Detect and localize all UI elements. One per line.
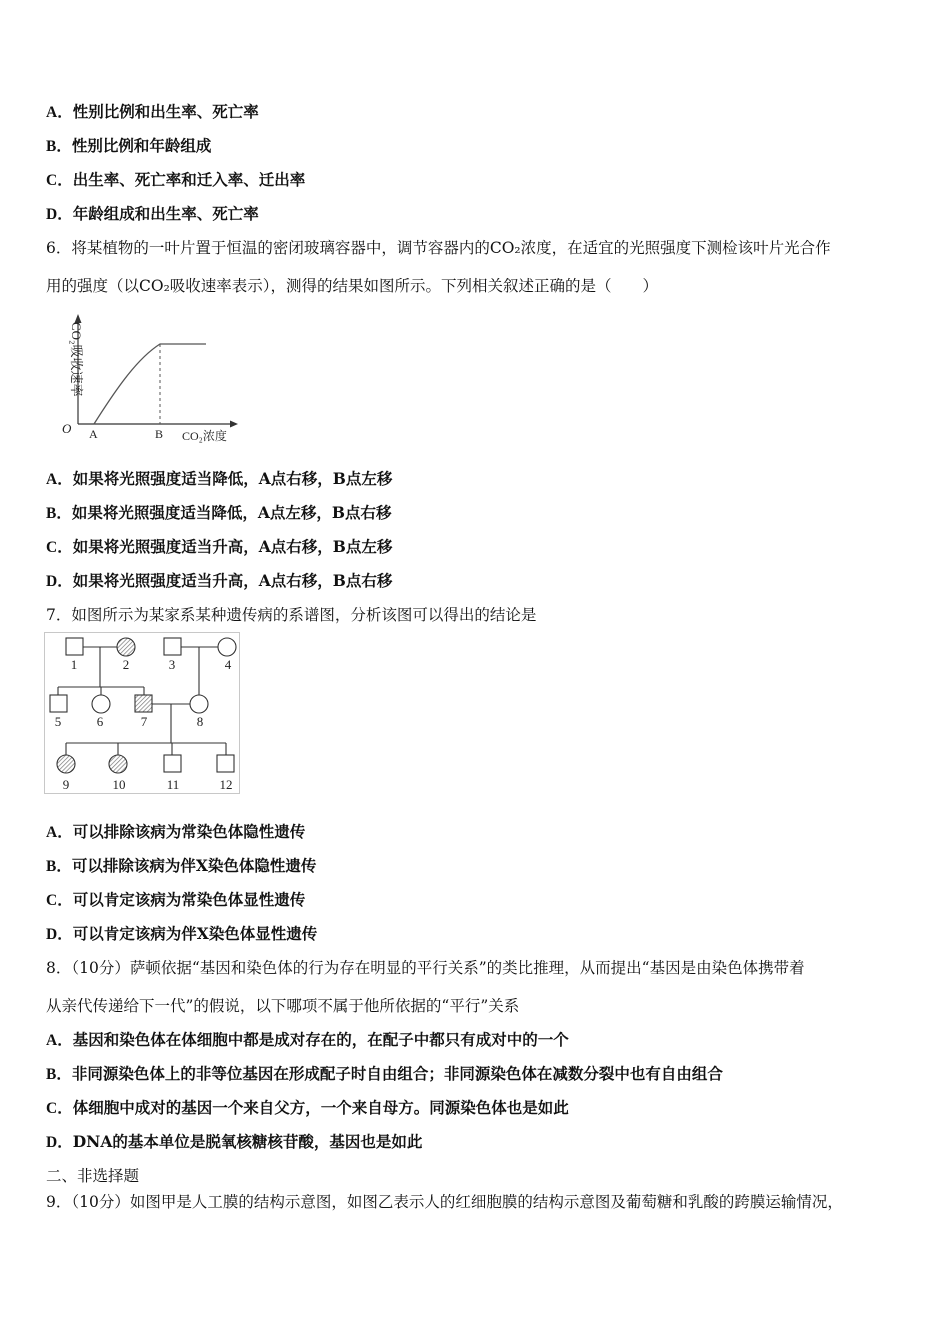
individual-4-female: [218, 638, 236, 656]
point-a-label: A: [89, 427, 98, 441]
q7-option-d: D．可以肯定该病为伴X染色体显性遗传: [46, 924, 318, 943]
q8-option-b: B．非同源染色体上的非等位基因在形成配子时自由组合；非同源染色体在减数分裂中也有自由组合: [46, 1064, 723, 1083]
label-2: 2: [122, 657, 130, 672]
q8-stem-line1: 8．（10分）萨顿依据“基因和染色体的行为存在明显的平行关系”的类比推理，从而提出“基因是由染色体携带着: [46, 959, 805, 977]
q7-option-b: B．可以排除该病为伴X染色体隐性遗传: [46, 856, 317, 875]
individual-1-male: [66, 638, 83, 655]
y-axis-label: CO₂吸收速率: [69, 322, 84, 397]
q5-option-b: B．性别比例和年龄组成: [46, 136, 212, 155]
individual-5-male: [50, 695, 67, 712]
x-axis-arrow: [230, 421, 238, 428]
section-heading: 二、非选择题: [46, 1167, 140, 1185]
individual-10-affected-female: [109, 755, 127, 773]
label-7: 7: [140, 714, 148, 729]
q5-option-a: A．性别比例和出生率、死亡率: [46, 102, 259, 121]
individual-9-affected-female: [57, 755, 75, 773]
q6-option-b: B．如果将光照强度适当降低，A点左移，B点右移: [46, 503, 392, 522]
individual-11-male: [164, 755, 181, 772]
label-1: 1: [70, 657, 78, 672]
q5-option-d: D．年龄组成和出生率、死亡率: [46, 204, 259, 223]
co2-absorption-graph: [46, 306, 246, 452]
label-8: 8: [196, 714, 204, 729]
label-11: 11: [166, 777, 180, 792]
individual-3-male: [164, 638, 181, 655]
q8-option-c: C．体细胞中成对的基因一个来自父方，一个来自母方。同源染色体也是如此: [46, 1098, 569, 1117]
q6-stem-line1: 6．将某植物的一叶片置于恒温的密闭玻璃容器中，调节容器内的CO₂浓度，在适宜的光照强度下测检该叶片光合作: [46, 239, 831, 257]
individual-12-male: [217, 755, 234, 772]
q8-option-a: A．基因和染色体在体细胞中都是成对存在的，在配子中都只有成对中的一个: [46, 1030, 569, 1049]
label-10: 10: [112, 777, 126, 792]
origin-label: O: [62, 421, 72, 436]
q5-option-c: C．出生率、死亡率和迁入率、迁出率: [46, 170, 306, 189]
point-b-label: B: [155, 427, 164, 441]
q8-stem-line2: 从亲代传递给下一代”的假说，以下哪项不属于他所依据的“平行”关系: [46, 997, 520, 1015]
label-5: 5: [54, 714, 62, 729]
x-axis-label: CO₂浓度: [182, 429, 227, 443]
absorption-curve: [94, 344, 206, 424]
individual-2-affected-female: [117, 638, 135, 656]
q6-stem-line2: 用的强度（以CO₂吸收速率表示），测得的结果如图所示。下列相关叙述正确的是（ ）: [46, 277, 659, 295]
label-6: 6: [96, 714, 104, 729]
label-4: 4: [224, 657, 232, 672]
q8-option-d: D．DNA的基本单位是脱氧核糖核苷酸，基因也是如此: [46, 1132, 423, 1151]
pedigree-chart: [44, 632, 240, 794]
q6-option-a: A．如果将光照强度适当降低，A点右移，B点左移: [46, 469, 393, 488]
q7-option-c: C．可以肯定该病为常染色体显性遗传: [46, 890, 306, 909]
label-12: 12: [219, 777, 233, 792]
q6-option-d: D．如果将光照强度适当升高，A点右移，B点右移: [46, 571, 393, 590]
q7-stem: 7．如图所示为某家系某种遗传病的系谱图，分析该图可以得出的结论是: [46, 606, 537, 624]
q6-option-c: C．如果将光照强度适当升高，A点右移，B点左移: [46, 537, 393, 556]
q9-stem-line1: 9．（10分）如图甲是人工膜的结构示意图，如图乙表示人的红细胞膜的结构示意图及葡萄糖和乳酸的跨膜运输情况，: [46, 1193, 843, 1211]
individual-7-affected-male: [135, 695, 152, 712]
label-9: 9: [62, 777, 70, 792]
individual-6-female: [92, 695, 110, 713]
individual-8-female: [190, 695, 208, 713]
q7-option-a: A．可以排除该病为常染色体隐性遗传: [46, 822, 306, 841]
label-3: 3: [168, 657, 176, 672]
